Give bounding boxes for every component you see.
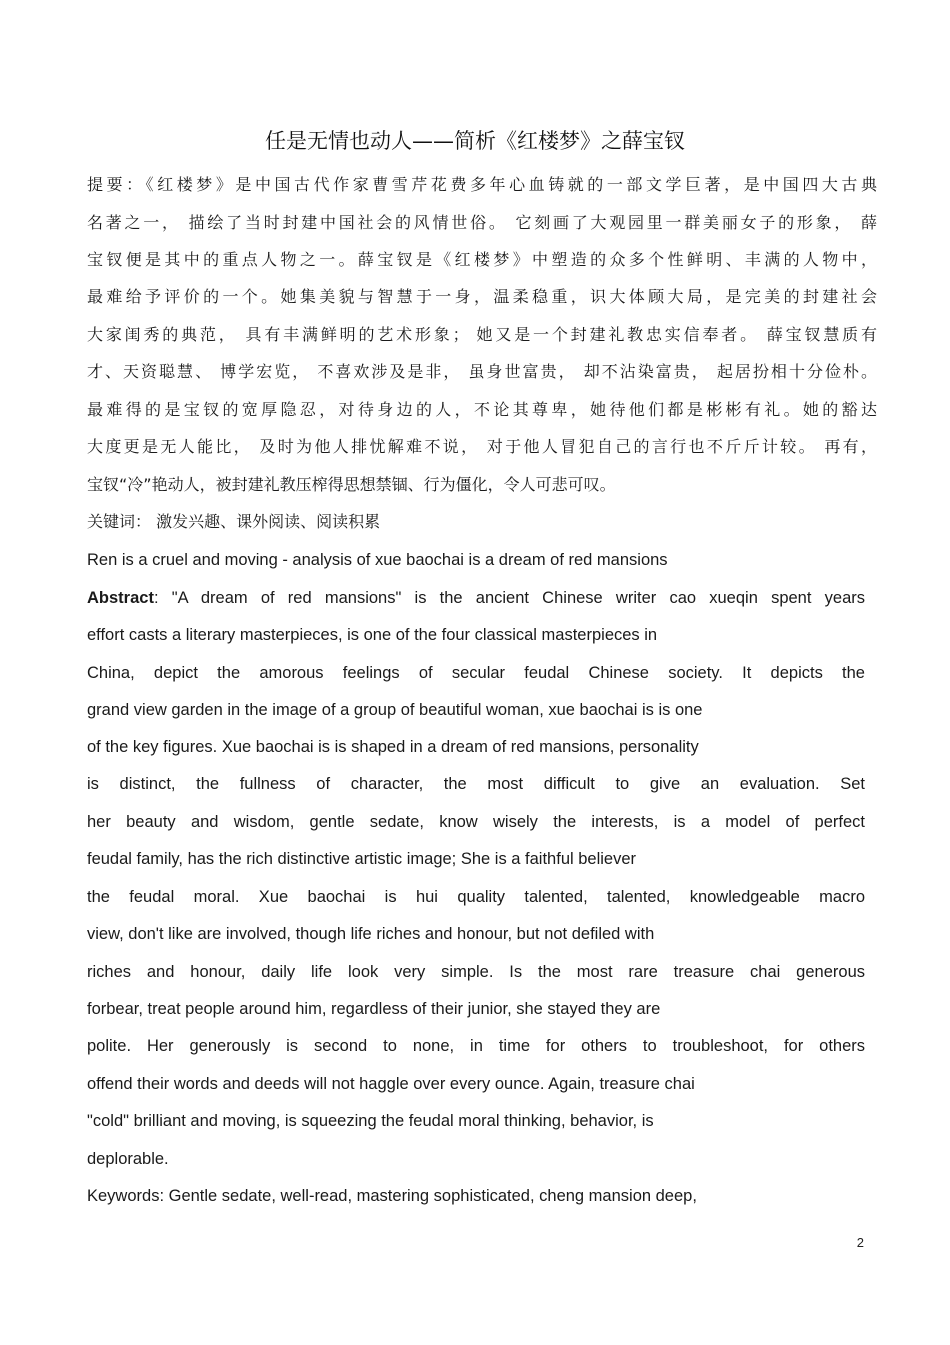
english-abstract-text: : "A dream of red mansions" is the ancient Chinese writer cao xueqin spent years: [153, 589, 865, 607]
english-abstract-line: [87, 586, 865, 610]
english-abstract-line: "cold" brilliant and moving, is squeezing the feudal moral thinking, behavior, is: [87, 1112, 654, 1130]
chinese-abstract-line: 提要：《红楼梦》是中国古代作家曹雪芹花费多年心血铸就的一部文学巨著，是中国四大古典: [87, 175, 877, 194]
english-title: Ren is a cruel and moving - analysis of xue baochai is a dream of red mansions: [87, 551, 668, 569]
english-abstract-line: polite. Her generously is second to none, in time for others to troubleshoot, for others: [87, 1037, 865, 1055]
chinese-keywords: 关键词： 激发兴趣、课外阅读、阅读积累: [87, 512, 381, 531]
page-number: 2: [856, 1235, 864, 1250]
chinese-abstract-line: 宝钗便是其中的重点人物之一。薛宝钗是《红楼梦》中塑造的众多个性鲜明、丰满的人物中，: [87, 250, 877, 269]
page-title: 任是无情也动人——简析《红楼梦》之薛宝钗: [265, 129, 685, 153]
abstract-label: Abstract: [87, 589, 154, 607]
english-abstract-line: forbear, treat people around him, regardless of their junior, she stayed they are: [87, 1000, 661, 1018]
english-abstract-line: offend their words and deeds will not haggle over every ounce. Again, treasure chai: [87, 1075, 695, 1093]
english-abstract-line: China, depict the amorous feelings of secular feudal Chinese society. It depicts the: [87, 664, 865, 682]
english-abstract-line: of the key figures. Xue baochai is is shaped in a dream of red mansions, personality: [87, 738, 699, 756]
english-abstract-line: grand view garden in the image of a group of beautiful woman, xue baochai is is one: [87, 701, 703, 719]
chinese-abstract-line: 大度更是无人能比， 及时为他人排忧解难不说， 对于他人冒犯自己的言行也不斤斤计较。 再有，: [87, 437, 877, 456]
english-abstract-line: the feudal moral. Xue baochai is hui quality talented, talented, knowledgeable macro: [87, 888, 865, 906]
english-abstract-line: effort casts a literary masterpieces, is one of the four classical masterpieces in: [87, 626, 658, 644]
chinese-abstract-line: 最难得的是宝钗的宽厚隐忍，对待身边的人，不论其尊卑，她待他们都是彬彬有礼。她的豁达: [87, 400, 877, 419]
english-abstract-line: riches and honour, daily life look very simple. Is the most rare treasure chai generous: [87, 963, 865, 981]
english-abstract-line: deplorable.: [87, 1150, 169, 1168]
english-keywords: Keywords: Gentle sedate, well-read, mastering sophisticated, cheng mansion deep,: [87, 1187, 697, 1205]
english-abstract-line: is distinct, the fullness of character, the most difficult to give an evaluation. Set: [87, 775, 865, 793]
chinese-abstract-line: 名著之一， 描绘了当时封建中国社会的风情世俗。 它刻画了大观园里一群美丽女子的形象， 薛: [87, 213, 877, 232]
english-abstract-line: feudal family, has the rich distinctive artistic image; She is a faithful believer: [87, 850, 637, 868]
english-abstract-line: her beauty and wisdom, gentle sedate, know wisely the interests, is a model of perfect: [87, 813, 865, 831]
chinese-abstract-line: 最难给予评价的一个。她集美貌与智慧于一身，温柔稳重，识大体顾大局，是完美的封建社会: [87, 287, 877, 306]
chinese-abstract-line: 宝钗“冷”艳动人，被封建礼教压榨得思想禁锢、行为僵化，令人可悲可叹。: [87, 475, 616, 494]
chinese-abstract-line: 大家闺秀的典范， 具有丰满鲜明的艺术形象； 她又是一个封建礼教忠实信奉者。 薛宝钗慧质有: [87, 325, 877, 344]
english-abstract-line: view, don't like are involved, though life riches and honour, but not defiled with: [87, 925, 655, 943]
chinese-abstract-line: 才、天资聪慧、 博学宏览， 不喜欢涉及是非， 虽身世富贵， 却不沾染富贵， 起居扮相十分俭朴。: [87, 362, 877, 381]
